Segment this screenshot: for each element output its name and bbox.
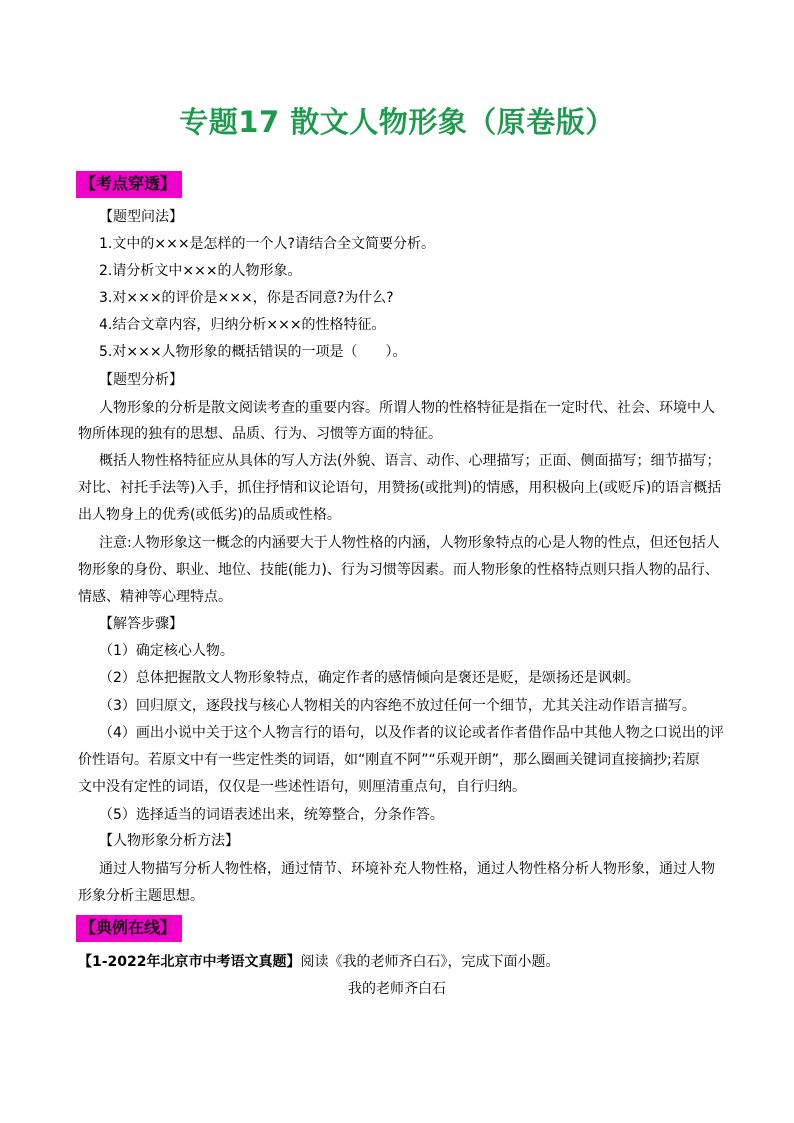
analysis-line: 出人物身上的优秀(或低劣)的品质或性格。 [78, 507, 341, 523]
analysis-line: 人物形象的分析是散文阅读考查的重要内容。所谓人物的性格特征是指在一定时代、社会、环境中人 [99, 400, 715, 416]
q-method-line: 4.结合文章内容，归纳分析×××的性格特征。 [99, 317, 386, 333]
step-line: （2）总体把握散文人物形象特点，确定作者的感情倾向是褒还是贬，是颂扬还是讽刺。 [99, 670, 640, 686]
step-line: （3）回归原文，逐段找与核心人物相关的内容绝不放过任何一个细节，尤其关注动作语言描写。 [99, 698, 696, 714]
example-title: 我的老师齐白石 [348, 981, 446, 997]
analysis-line: 情感、精神等心理特点。 [78, 589, 232, 605]
step-line: （5）选择适当的词语表述出来，统筹整合，分条作答。 [99, 807, 444, 823]
section-tag-kaodian: 【考点穿透】 [76, 171, 182, 198]
analysis-line: 物形象的身份、职业、地位、技能(能力)、行为习惯等因素。而人物形象的性格特点则只指人物的品行、 [78, 562, 719, 578]
q-method-line: 2.请分析文中×××的人物形象。 [99, 263, 302, 279]
q-methods-heading: 【题型问法】 [99, 209, 183, 225]
section-tag-dianli: 【典例在线】 [76, 915, 182, 942]
analysis-line: 对比、衬托手法等)入手，抓住抒情和议论语句，用赞扬(或批判)的情感，用积极向上(或贬斥)的语言概括 [78, 480, 722, 496]
method-line: 形象分析主题思想。 [78, 888, 204, 904]
step-line: 价性语句。若原文中有一些定性类的词语，如“刚直不阿”“乐观开朗”，那么圈画关键词直接摘抄;若原 [78, 752, 700, 768]
steps-heading: 【解答步骤】 [99, 616, 183, 632]
q-method-line: 5.对×××人物形象的概括错误的一项是（ ）。 [99, 344, 407, 360]
analysis-heading: 【题型分析】 [99, 372, 183, 388]
method-line: 通过人物描写分析人物性格，通过情节、环境补充人物性格，通过人物性格分析人物形象，通过人物 [99, 861, 715, 877]
analysis-line: 注意:人物形象这一概念的内涵要大于人物性格的内涵，人物形象特点的心是人物的性点，但还包括人 [99, 535, 720, 551]
analysis-line: 概括人物性格特征应从具体的写人方法(外貌、语言、动作、心理描写；正面、侧面描写；细节描写； [99, 453, 721, 469]
step-line: （1）确定核心人物。 [99, 643, 234, 659]
page-title: 专题17 散文人物形象（原卷版） [179, 105, 615, 139]
q-method-line: 3.对×××的评价是×××，你是否同意?为什么? [99, 290, 394, 306]
step-line: 文中没有定性的词语，仅仅是一些述性语句，则厘清重点句，自行归纳。 [78, 779, 526, 795]
example-source: 【1-2022年北京市中考语文真题】 [78, 954, 301, 970]
example-intro [78, 953, 560, 971]
example-prompt: 阅读《我的老师齐白石》，完成下面小题。 [300, 954, 560, 970]
step-line: （4）画出小说中关于这个人物言行的语句，以及作者的议论或者作者借作品中其他人物之口说出的评 [99, 725, 724, 741]
method-heading: 【人物形象分析方法】 [99, 833, 239, 849]
analysis-line: 物所体现的独有的思想、品质、行为、习惯等方面的特征。 [78, 426, 442, 442]
q-method-line: 1.文中的×××是怎样的一个人?请结合全文简要分析。 [99, 236, 435, 252]
